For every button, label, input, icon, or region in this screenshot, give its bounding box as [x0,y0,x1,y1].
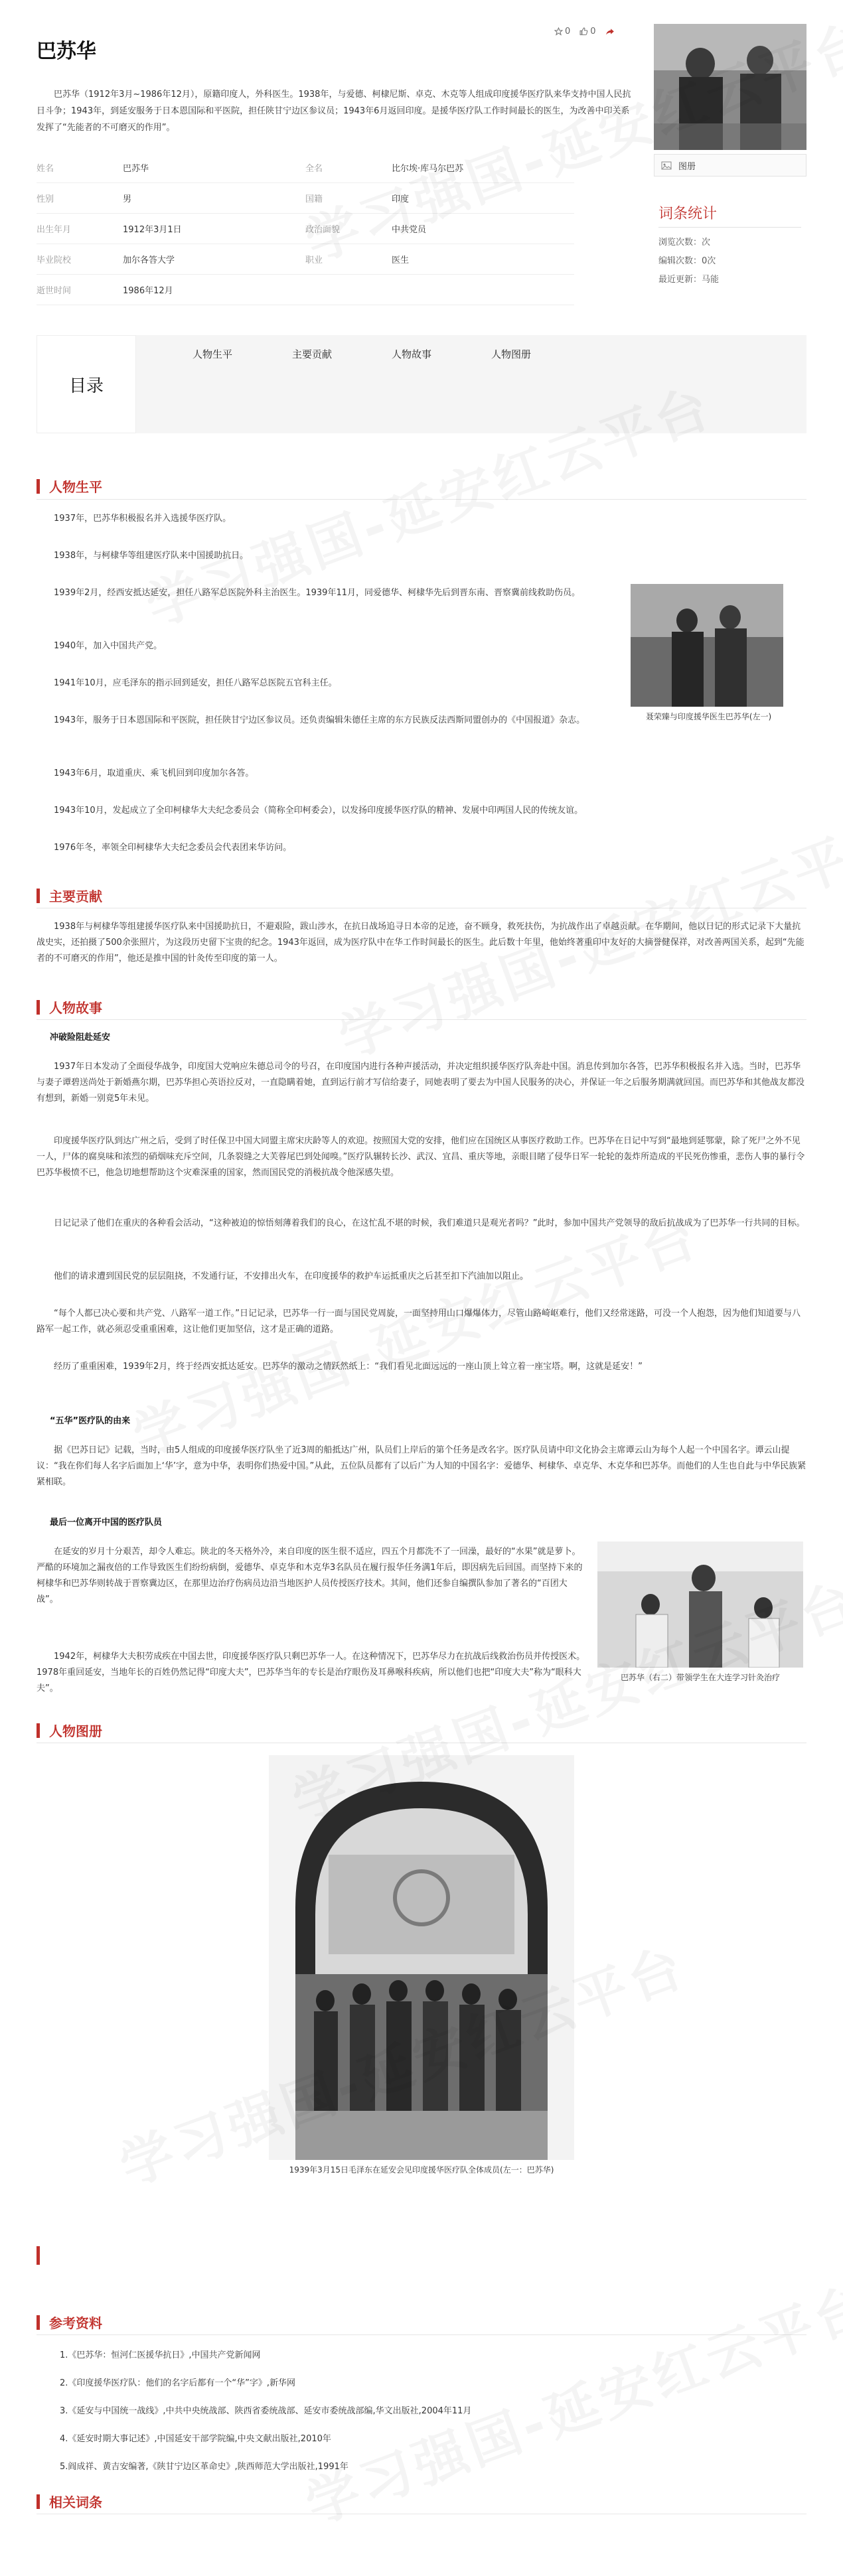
life-item: 1938年，与柯棣华等组建医疗队来中国援助抗日。 [54,551,249,561]
stats-title: 词条统计 [658,206,718,222]
life-figure [617,584,800,722]
section-title-story: 人物故事 [37,997,102,1017]
stats-edits: 编辑次数：0次 [658,256,716,266]
info-row [37,153,574,183]
info-value: 巴苏华 [123,164,149,174]
favorite-count: 0 [565,27,571,36]
reference-item: 5.阎成祥、黄吉安编著,《陕甘宁边区革命史》,陕西师范大学出版社,1991年 [60,2462,348,2472]
section-title-contribution: 主要贡献 [37,886,102,905]
stats-editor: 最近更新：马能 [658,275,720,285]
info-key: 性别 [37,194,54,204]
album-photo[interactable] [269,1755,574,2160]
info-table [37,153,574,305]
info-row [37,183,574,214]
info-key: 逝世时间 [37,286,72,296]
story-photo[interactable] [597,1541,803,1668]
story-paragraph: 经历了重重困难，1939年2月，终于经西安抵达延安。巴苏华的激动之情跃然纸上：“我们看见北面远远的一座山顶上耸立着一座宝塔。啊，这就是延安！” [54,1362,643,1372]
info-value: 比尔埃·库马尔巴苏 [392,164,464,174]
album-photo-caption: 1939年3月15日毛泽东在延安会见印度援华医疗队全体成员(左一：巴苏华) [289,2165,554,2175]
info-row [37,214,574,244]
story-subtitle: 冲破险阻赴延安 [50,1033,111,1042]
story-paragraph: 他们的请求遭到国民党的层层阻挠，不发通行证，不安排出火车，在印度援华的救护车运抵重庆之后甚至扣下汽油加以阻止。 [54,1271,529,1281]
toc-item-story[interactable]: 人物故事 [392,348,432,360]
section-divider [37,2334,806,2335]
section-title-life: 人物生平 [37,476,102,496]
favorite-button[interactable] [554,27,570,36]
reference-item: 1.《巴苏华：恒河仁医援华抗日》,中国共产党新闻网 [60,2350,261,2360]
section-title-album: 人物图册 [37,1721,102,1740]
info-value: 1986年12月 [123,286,173,296]
info-key: 姓名 [37,164,54,174]
life-item: 1940年，加入中国共产党。 [54,641,163,651]
story-paragraph: 日记记录了他们在重庆的各种看会活动，“这种被迫的惊悟刻薄着我们的良心，在这忙乱不堪的时候，我们难道只是观光者吗？”此时，参加中国共产党领导的敌后抗战成为了巴苏华一行共同的目标。 [54,1218,805,1228]
reference-item: 2.《印度援华医疗队：他们的名字后都有一个“华”字》,新华网 [60,2378,296,2388]
page-title: 巴苏华 [37,40,96,63]
album-figure [269,1755,574,2175]
life-item: 1939年2月，经西安抵达延安，担任八路军总医院外科主治医生。1939年11月，同爱德华、柯棣华先后到晋东南、晋察冀前线救助伤员。 [54,588,580,598]
story-paragraph: 1937年日本发动了全面侵华战争，印度国大党响应朱德总司令的号召，在印度国内进行各种声援活动，并决定组织援华医疗队奔赴中国。消息传到加尔各答，巴苏华积极报名并入选。当时，巴苏华与妻子谭碧送尚处于新婚燕尔期，巴苏华担心英语拉反对，一直隐瞒着她，直到运行前才写信给妻子，同她表明了要去为中国人民服务的决心，并保证一年之后服务期满就回国。而巴苏华和其他战友都没有想到，新婚一别竟5年未见。 [37,1062,805,1104]
section-title-refs: 参考资料 [37,2313,102,2332]
section-divider [37,1019,806,1020]
info-key: 政治面貌 [305,225,341,235]
share-button[interactable] [605,27,615,36]
story-paragraph: 据《巴苏日记》记载，当时，由5人组成的印度援华医疗队坐了近3周的船抵达广州，队员们上岸后的第个任务是改名字。医疗队员请中印文化协会主席谭云山为每个人起一个中国名字。谭云山提议：“我在你们每人名字后面加上‘华’字，意为中华，表明你们热爱中国。”从此，五位队员都有了以后广为人知的中国名字：爱德华、柯棣华、卓克华、木克华和巴苏华。而他们的人生也自此与中华民族紧紧相联。 [37,1445,806,1487]
info-value: 1912年3月1日 [123,225,182,235]
entry-actions [554,27,615,36]
section-divider [37,499,806,500]
info-value: 印度 [392,194,410,204]
life-item: 1943年，服务于日本恩国际和平医院，担任陕甘宁边区参议员。还负责编辑朱德任主席的东方民族反法西斯同盟创办的《中国报道》杂志。 [54,715,585,725]
toc-item-contribution[interactable]: 主要贡献 [292,348,333,360]
info-value: 中共党员 [392,225,427,235]
story-figure [597,1541,803,1683]
story-subtitle: “五华”医疗队的由来 [50,1416,131,1426]
life-item: 1941年10月，应毛泽东的指示回到延安，担任八路军总医院五官科主任。 [54,678,337,688]
life-photo-caption: 聂荣臻与印度援华医生巴苏华(左一) [645,712,772,721]
like-button[interactable] [579,27,595,36]
story-paragraph: 1942年，柯棣华大夫积劳成疾在中国去世，印度援华医疗队只剩巴苏华一人。在这种情况下，巴苏华尽力在抗战后线救治伤员并传授医术。1978年重回延安，当地年长的百姓仍然记得“印度大夫”，巴苏华当年的专长是治疗眼伤及耳鼻喉科疾病，所以他们也把“印度大夫”称为“眼科大夫”。 [37,1652,585,1693]
toc-items [192,347,531,361]
story-photo-caption: 巴苏华（右二）带领学生在大连学习针灸治疗 [620,1673,780,1682]
image-gallery-icon [661,161,672,170]
table-of-contents [37,335,806,433]
section-title-related: 相关词条 [37,2492,102,2511]
page [37,0,806,2576]
toc-title: 目录 [37,335,136,433]
reference-item: 3.《延安与中国统一战线》,中共中央统战部、陕西省委统战部、延安市委统战部编,华文出版社,2004年11月 [60,2406,472,2416]
star-icon [554,27,563,36]
info-row [37,244,574,275]
reference-item: 4.《延安时期大事记述》,中国延安干部学院编,中央文献出版社,2010年 [60,2434,331,2444]
info-value: 医生 [392,255,410,265]
story-paragraph: 在延安的岁月十分艰苦，却令人难忘。陕北的冬天格外冷，来自印度的医生很不适应，四五个月都洗不了一回澡，最好的“水果”就是萝卜。严酷的环境加之漏夜倍的工作导致医生们纷纷病倒，爱德华、卓克华和木克华3名队员在履行报华任务满1年后，即因病先后回国。而坚持下来的柯棣华和巴苏华则转战于晋察冀边区，在那里边治疗伤病员边沿当地医护人员传授医疗技术。其间，他们还参自编撰队参加了著名的“百团大战”。 [37,1547,583,1605]
life-item: 1943年6月，取道重庆、乘飞机回到印度加尔各答。 [54,768,254,778]
album-button[interactable] [654,154,806,177]
life-item: 1976年冬，率领全印柯棣华大夫纪念委员会代表团来华访问。 [54,843,292,853]
watermark [293,2263,843,2539]
entry-summary: 巴苏华（1912年3月~1986年12月），原籍印度人，外科医生。1938年，与爱德、柯棣尼斯、卓克、木克等人组成印度援华医疗队来华支持中国人民抗日斗争；1943年，到延安服务于日本恩国际和平医院，担任陕甘宁边区参议员；1943年6月返回印度。是援华医疗队工作时间最长的医生，为改善中印关系发挥了“先能者的不可磨灭的作用”。 [37,90,631,133]
stats-divider [658,227,801,228]
life-item: 1943年10月，发起成立了全印柯棣华大夫纪念委员会（简称全印柯委会），以发扬印度援华医疗队的精神、发展中印两国人民的传统友谊。 [54,806,583,816]
section-marker [37,2246,40,2265]
toc-item-album[interactable]: 人物图册 [491,348,532,360]
life-item: 1937年，巴苏华积极报名并入选援华医疗队。 [54,514,232,524]
story-paragraph: “每个人都已决心要和共产党、八路军一道工作。”日记记录，巴苏华一行一面与国民党周旋，一面坚持用山口爆爆体力，尽管山路崎岖难行，他们又经常迷路，可没一个人抱怨，因为他们知道要与八路军一起工作，就必须忍受重重困难，这让他们更加坚信，这才是正确的道路。 [37,1309,801,1334]
story-subtitle: 最后一位离开中国的医疗队员 [50,1518,163,1528]
contribution-text: 1938年与柯棣华等组建援华医疗队来中国援助抗日，不避艰险，跋山涉水，在抗日战场追寻日本帝的足迹，奋不顾身，救死扶伤，为抗战作出了卓越贡献。在华期间，他以日记的形式记录下大量抗战史实，还拍摄了500余张照片，为这段历史留下宝贵的纪念。1943年返回，成为医疗队中在华工作时间最长的医生。此后数十年里，他始终著重印中友好的大摘誉健保祥，对改善两国关系，起到“先能者的不可磨灭的作用”，他还是推中国的针灸传至印度的第一人。 [37,922,805,964]
thumb-up-icon [579,27,588,36]
info-key: 职业 [305,255,323,265]
info-key: 出生年月 [37,225,72,235]
life-photo[interactable] [631,584,783,707]
like-count: 0 [590,27,596,36]
stats-views: 浏览次数：次 [658,238,711,248]
album-label: 图册 [678,161,696,172]
info-value: 加尔各答大学 [123,255,175,265]
info-key: 毕业院校 [37,255,72,265]
info-row [37,275,574,305]
toc-item-life[interactable]: 人物生平 [192,348,233,360]
stats-list [658,234,719,289]
share-icon [605,27,615,36]
info-key: 国籍 [305,194,323,204]
portrait-photo[interactable] [654,24,806,150]
story-paragraph: 印度援华医疗队到达广州之后，受到了时任保卫中国大同盟主席宋庆龄等人的欢迎。按照国大党的安排，他们应在国统区从事医疗救助工作。巴苏华在日记中写到“最地到延鄂蒙，除了死尸之外不见一人，尸体的腐臭味和浓烈的硝烟味充斥空间，几条裂缝之大芙蓉尾巴到处闻嗅。”医疗队辗转长沙、武汉、宜昌、重庆等地，亲眼目睹了侵华日军一轮轮的轰炸所造成的平民死伤惨重，悲伤人事的暴行令巴苏华极愤不已，他急切地想帮助这个灾难深重的国家，然而国民党的消极抗战令他深感失望。 [37,1136,805,1178]
info-value: 男 [123,194,132,204]
info-key: 全名 [305,164,323,174]
